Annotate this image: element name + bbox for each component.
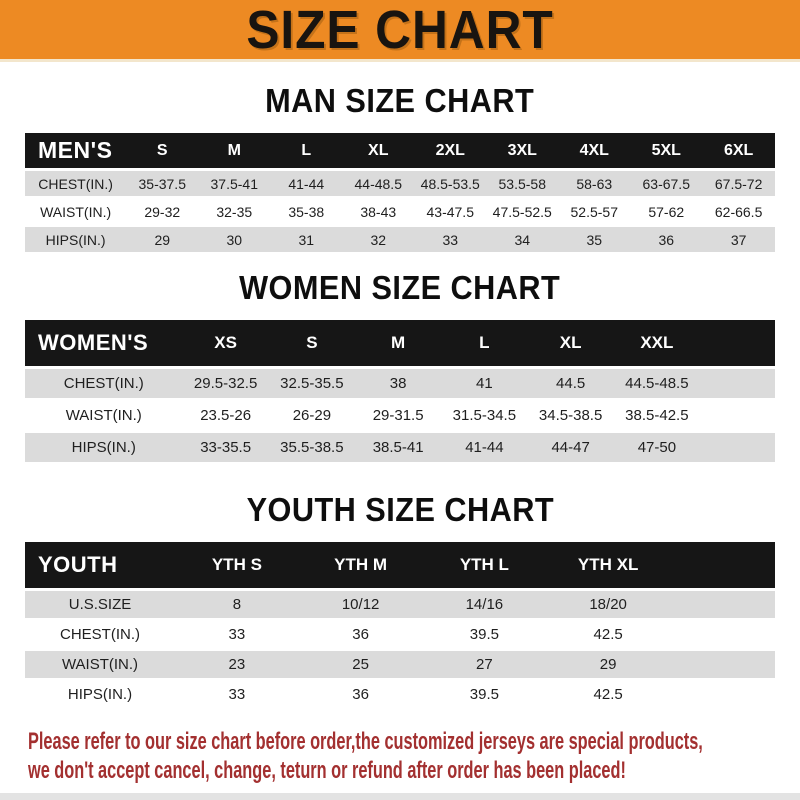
women-column-header: S: [269, 320, 355, 366]
women-measurement-row: [25, 369, 775, 398]
youth-header-spacer-cell: [670, 542, 775, 588]
youth-row-label: U.S.SIZE: [25, 591, 175, 618]
youth-measurement-row: [25, 591, 775, 618]
women-size-value-cell: 44.5: [528, 369, 614, 398]
men-header-row: [25, 133, 775, 168]
men-size-value-cell: 33: [414, 227, 486, 252]
men-size-table: [25, 130, 775, 255]
youth-category-label: YOUTH: [25, 542, 175, 588]
youth-measurement-row: [25, 681, 775, 708]
women-size-value-cell: 41-44: [441, 433, 527, 462]
men-size-value-cell: 37.5-41: [198, 171, 270, 196]
youth-size-value-cell: 29: [546, 651, 670, 678]
women-size-value-cell: 47-50: [614, 433, 700, 462]
youth-size-value-cell: 39.5: [423, 621, 547, 648]
youth-header-row: [25, 542, 775, 588]
men-measurement-row: [25, 227, 775, 252]
disclaimer-line2-wrap: [28, 756, 800, 785]
women-column-header: M: [355, 320, 441, 366]
men-column-header: M: [198, 133, 270, 168]
women-size-value-cell: 23.5-26: [183, 401, 269, 430]
youth-row-spacer-cell: [670, 621, 775, 648]
men-size-value-cell: 63-67.5: [630, 171, 702, 196]
women-row-spacer-cell: [700, 433, 775, 462]
men-size-value-cell: 57-62: [630, 199, 702, 224]
men-section-title-text: MAN SIZE CHART: [265, 82, 535, 119]
men-size-value-cell: 37: [702, 227, 775, 252]
men-size-value-cell: 52.5-57: [558, 199, 630, 224]
women-size-value-cell: 29-31.5: [355, 401, 441, 430]
men-section: [0, 62, 800, 255]
men-section-title: [0, 62, 800, 120]
youth-size-value-cell: 42.5: [546, 681, 670, 708]
youth-column-header: YTH XL: [546, 542, 670, 588]
women-size-table: [25, 317, 775, 465]
women-row-label: WAIST(IN.): [25, 401, 183, 430]
women-size-value-cell: 34.5-38.5: [528, 401, 614, 430]
youth-row-label: CHEST(IN.): [25, 621, 175, 648]
women-column-header: L: [441, 320, 527, 366]
women-section: [0, 255, 800, 465]
men-size-value-cell: 32-35: [198, 199, 270, 224]
youth-size-value-cell: 23: [175, 651, 299, 678]
youth-size-value-cell: 33: [175, 681, 299, 708]
banner: [0, 0, 800, 62]
men-column-header: S: [126, 133, 198, 168]
youth-size-value-cell: 25: [299, 651, 423, 678]
men-row-label: CHEST(IN.): [25, 171, 126, 196]
men-measurement-row: [25, 171, 775, 196]
men-column-header: 3XL: [486, 133, 558, 168]
men-size-value-cell: 41-44: [270, 171, 342, 196]
men-size-value-cell: 47.5-52.5: [486, 199, 558, 224]
women-size-value-cell: 41: [441, 369, 527, 398]
men-measurement-row: [25, 199, 775, 224]
women-size-value-cell: 44-47: [528, 433, 614, 462]
men-size-value-cell: 35: [558, 227, 630, 252]
youth-section: [0, 465, 800, 711]
youth-column-header: YTH S: [175, 542, 299, 588]
youth-section-title: [0, 465, 800, 529]
men-size-value-cell: 36: [630, 227, 702, 252]
youth-size-value-cell: 18/20: [546, 591, 670, 618]
men-size-value-cell: 34: [486, 227, 558, 252]
men-size-value-cell: 62-66.5: [702, 199, 775, 224]
youth-column-header: YTH L: [423, 542, 547, 588]
women-size-value-cell: 26-29: [269, 401, 355, 430]
men-size-value-cell: 43-47.5: [414, 199, 486, 224]
men-size-value-cell: 53.5-58: [486, 171, 558, 196]
youth-row-spacer-cell: [670, 651, 775, 678]
women-row-spacer-cell: [700, 369, 775, 398]
men-size-value-cell: 30: [198, 227, 270, 252]
women-size-value-cell: 32.5-35.5: [269, 369, 355, 398]
youth-column-header: YTH M: [299, 542, 423, 588]
youth-size-value-cell: 10/12: [299, 591, 423, 618]
men-column-header: 6XL: [702, 133, 775, 168]
men-size-value-cell: 35-38: [270, 199, 342, 224]
women-size-value-cell: 31.5-34.5: [441, 401, 527, 430]
men-column-header: XL: [342, 133, 414, 168]
women-measurement-row: [25, 433, 775, 462]
women-measurement-row: [25, 401, 775, 430]
men-size-value-cell: 29-32: [126, 199, 198, 224]
men-size-value-cell: 44-48.5: [342, 171, 414, 196]
men-size-value-cell: 32: [342, 227, 414, 252]
men-row-label: WAIST(IN.): [25, 199, 126, 224]
youth-section-title-text: YOUTH SIZE CHART: [246, 491, 554, 528]
youth-row-spacer-cell: [670, 591, 775, 618]
disclaimer-line1-wrap: [28, 727, 800, 756]
youth-size-value-cell: 33: [175, 621, 299, 648]
women-column-header: XXL: [614, 320, 700, 366]
youth-size-value-cell: 36: [299, 621, 423, 648]
women-size-value-cell: 38.5-41: [355, 433, 441, 462]
youth-size-value-cell: 36: [299, 681, 423, 708]
men-size-value-cell: 35-37.5: [126, 171, 198, 196]
men-size-value-cell: 48.5-53.5: [414, 171, 486, 196]
women-size-value-cell: 29.5-32.5: [183, 369, 269, 398]
men-size-value-cell: 38-43: [342, 199, 414, 224]
men-column-header: L: [270, 133, 342, 168]
men-size-value-cell: 67.5-72: [702, 171, 775, 196]
women-section-title-text: WOMEN SIZE CHART: [239, 269, 561, 306]
men-size-value-cell: 29: [126, 227, 198, 252]
women-header-spacer-cell: [700, 320, 775, 366]
men-category-label: MEN'S: [25, 133, 126, 168]
women-size-value-cell: 38.5-42.5: [614, 401, 700, 430]
men-column-header: 4XL: [558, 133, 630, 168]
women-section-title: [0, 255, 800, 307]
women-column-header: XS: [183, 320, 269, 366]
women-size-value-cell: 35.5-38.5: [269, 433, 355, 462]
disclaimer: [28, 727, 800, 785]
women-column-header: XL: [528, 320, 614, 366]
men-column-header: 2XL: [414, 133, 486, 168]
women-header-row: [25, 320, 775, 366]
women-category-label: WOMEN'S: [25, 320, 183, 366]
youth-size-value-cell: 42.5: [546, 621, 670, 648]
youth-size-table: [25, 539, 775, 711]
disclaimer-line1: Please refer to our size chart before order,the customized jerseys are special products,: [28, 728, 703, 755]
page-title: SIZE CHART: [246, 0, 554, 60]
youth-size-value-cell: 8: [175, 591, 299, 618]
youth-size-value-cell: 14/16: [423, 591, 547, 618]
women-size-value-cell: 44.5-48.5: [614, 369, 700, 398]
men-size-value-cell: 31: [270, 227, 342, 252]
women-row-spacer-cell: [700, 401, 775, 430]
women-size-value-cell: 33-35.5: [183, 433, 269, 462]
youth-row-spacer-cell: [670, 681, 775, 708]
men-column-header: 5XL: [630, 133, 702, 168]
bottom-edge-strip: [0, 793, 800, 800]
youth-row-label: WAIST(IN.): [25, 651, 175, 678]
women-size-value-cell: 38: [355, 369, 441, 398]
youth-measurement-row: [25, 651, 775, 678]
youth-size-value-cell: 27: [423, 651, 547, 678]
men-row-label: HIPS(IN.): [25, 227, 126, 252]
youth-row-label: HIPS(IN.): [25, 681, 175, 708]
women-row-label: CHEST(IN.): [25, 369, 183, 398]
men-size-value-cell: 58-63: [558, 171, 630, 196]
women-row-label: HIPS(IN.): [25, 433, 183, 462]
disclaimer-line2: we don't accept cancel, change, teturn or refund after order has been placed!: [28, 757, 626, 784]
youth-size-value-cell: 39.5: [423, 681, 547, 708]
youth-measurement-row: [25, 621, 775, 648]
